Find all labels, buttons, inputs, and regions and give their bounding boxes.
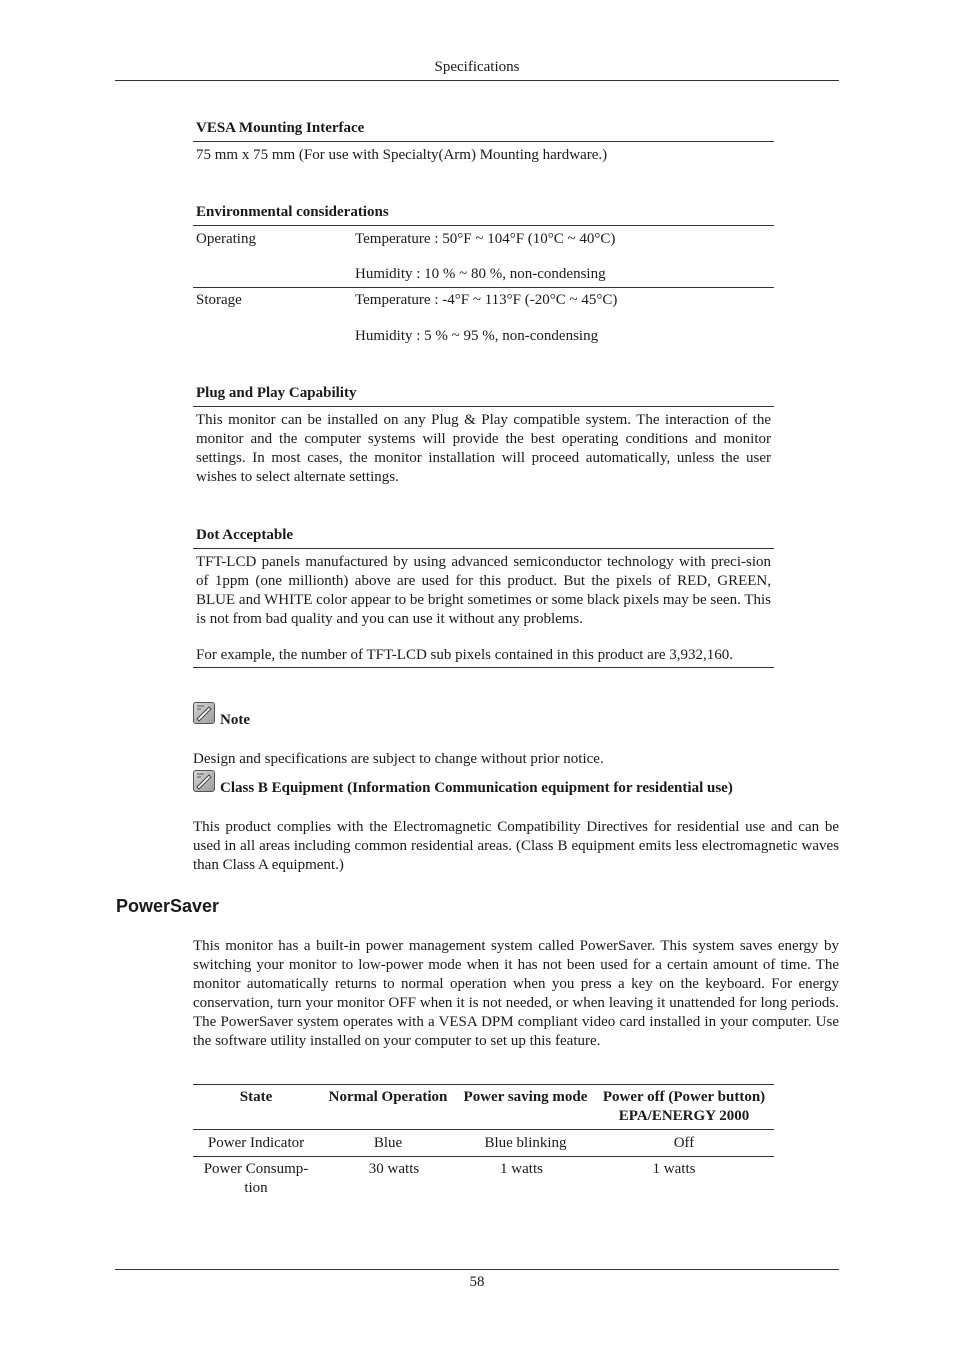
env-row-humidity: Humidity : 10 % ~ 80 %, non-condensing — [355, 266, 606, 282]
dot-example: For example, the number of TFT-LCD sub pixels contained in this product are 3,932,160. — [196, 647, 733, 663]
vesa-divider — [193, 141, 774, 142]
environment-divider — [193, 225, 774, 226]
table-cell: Power Consump- — [203, 1161, 309, 1177]
dot-title: Dot Acceptable — [196, 527, 294, 543]
table-cell: Power Indicator — [207, 1135, 305, 1151]
dot-divider — [193, 548, 774, 549]
table-top-rule — [193, 1084, 774, 1085]
table-cell: 1 watts — [500, 1161, 543, 1177]
table-row-rule — [193, 1156, 774, 1157]
table-header-cell: Power off (Power button) — [602, 1089, 766, 1105]
table-cell: Blue blinking — [484, 1135, 567, 1151]
plug-play-title: Plug and Play Capability — [196, 385, 357, 401]
footer-divider — [115, 1269, 839, 1270]
environment-title: Environmental considerations — [196, 204, 389, 220]
plug-play-text: This monitor can be installed on any Plug & Play compatible system. The interaction of the monitor and the computer systems will provide the best operating conditions and monitor settings. In most cases, the monitor installation will proceed automatically, unless the user wishes to select alternate settings. — [196, 412, 771, 485]
powersaver-text: This monitor has a built-in power management system called PowerSaver. This system saves energy by switching your monitor to low-power mode when it has not been used for a certain amount of time. The monitor automatically returns to normal operation when you press a key on the keyboard. For energy conservation, turn your monitor OFF when it is not needed, or when leaving it unattended for long periods. The PowerSaver system operates with a VESA DPM compliant video card installed in your computer. Use the software utility installed on your computer to set up this feature. — [193, 938, 839, 1049]
note-icon — [193, 702, 215, 724]
plug-play-divider — [193, 406, 774, 407]
page-header-title: Specifications — [434, 59, 520, 75]
note-icon — [193, 770, 215, 792]
env-row-temperature: Temperature : 50°F ~ 104°F (10°C ~ 40°C) — [355, 231, 616, 247]
class-b-text: This product complies with the Electromagnetic Compatibility Directives for residential use and can be used in all areas including common residential areas. (Class B equipment emits less electromagnetic waves than Class A equipment.) — [193, 819, 839, 873]
table-cell: Off — [673, 1135, 695, 1151]
powersaver-heading: PowerSaver — [116, 896, 220, 916]
note-text: Design and specifications are subject to change without prior notice. — [193, 751, 604, 767]
env-row-humidity: Humidity : 5 % ~ 95 %, non-condensing — [355, 328, 599, 344]
table-header-cell: Normal Operation — [328, 1089, 448, 1105]
table-cell: 30 watts — [368, 1161, 420, 1177]
table-header-cell: Power saving mode — [463, 1089, 588, 1105]
dot-bottom-divider — [193, 667, 774, 668]
env-row-label: Operating — [196, 231, 256, 247]
table-header-cell: State — [239, 1089, 273, 1105]
table-cell: Blue — [373, 1135, 403, 1151]
env-row-label: Storage — [196, 292, 242, 308]
vesa-title: VESA Mounting Interface — [196, 120, 365, 136]
note-label: Note — [220, 712, 250, 728]
table-cell: 1 watts — [652, 1161, 696, 1177]
table-cell: tion — [244, 1180, 268, 1196]
page-number: 58 — [469, 1274, 485, 1290]
table-header-cell: EPA/ENERGY 2000 — [618, 1108, 750, 1124]
env-row-temperature: Temperature : -4°F ~ 113°F (-20°C ~ 45°C) — [355, 292, 618, 308]
table-header-rule — [193, 1129, 774, 1130]
vesa-text: 75 mm x 75 mm (For use with Specialty(Arm) Mounting hardware.) — [196, 147, 608, 163]
environment-row-divider — [193, 287, 774, 288]
header-divider — [115, 80, 839, 81]
dot-text: TFT-LCD panels manufactured by using advanced semiconductor technology with preci-sion of 1ppm (one millionth) above are used for this product. But the pixels of RED, GREEN, BLUE and WHITE color appear to be bright sometimes or some black pixels may be seen. This is not from bad quality and you can use it without any problems. — [196, 554, 771, 627]
class-b-label: Class B Equipment (Information Communication equipment for residential use) — [220, 780, 733, 796]
